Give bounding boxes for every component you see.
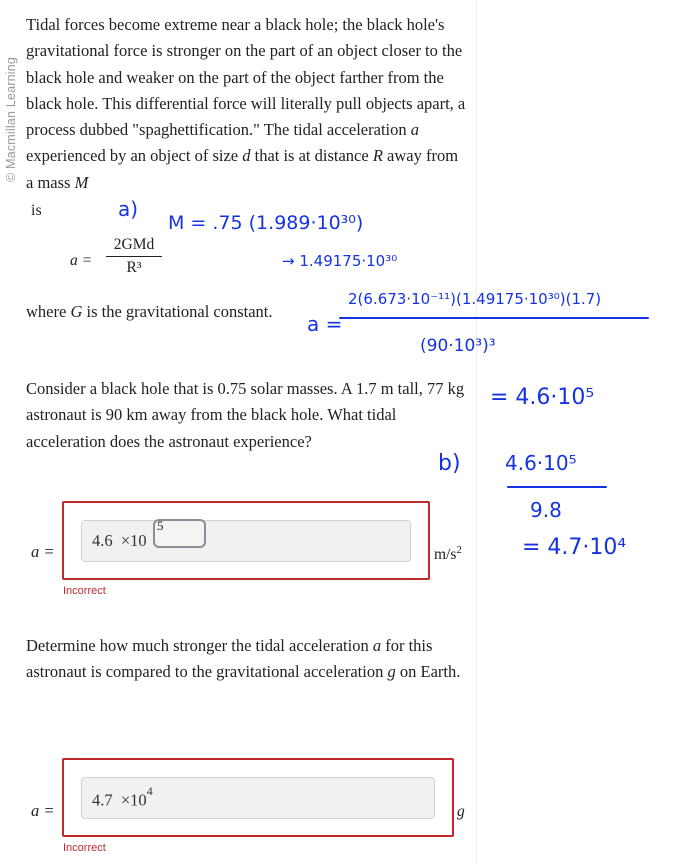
q2-text-2: for this astronaut is compared to the gravitational acceleration — [26, 636, 433, 682]
hw-part-b-label: b) — [438, 451, 461, 476]
answer-1-unit-exp: 2 — [456, 544, 462, 556]
hw-mass-result: → 1.49175·10³⁰ — [282, 252, 398, 270]
var-R: R — [372, 146, 383, 166]
answer-2-exponent: 4 — [146, 784, 153, 798]
var-d: d — [242, 146, 251, 166]
constant-note — [26, 302, 273, 322]
hw-ratio-numerator: 4.6·10⁵ — [505, 451, 577, 475]
q2-var-g: g — [387, 662, 396, 682]
answer-1-value — [92, 531, 147, 551]
hw-tidal-denominator: (90·10³)³ — [420, 336, 496, 356]
intro-text-2: experienced by an object of size — [26, 146, 243, 166]
answer-2-unit: g — [457, 803, 465, 820]
intro-text-4: away from a mass — [26, 146, 459, 192]
intro-is: is — [31, 202, 42, 219]
formula-denominator: R³ — [126, 259, 142, 276]
formula-fraction — [106, 236, 162, 277]
answer-1-unit — [434, 544, 462, 564]
question-2-text — [26, 633, 476, 686]
formula-numerator: 2GMd — [106, 236, 162, 257]
answer-2-input[interactable] — [81, 777, 435, 819]
answer-1-container — [62, 501, 430, 580]
intro-text-1: Tidal forces become extreme near a black hole; the black hole's gravitational force is stronger on the part of an object closer to the black hole and weaker on the part of the object farther from the black hole. This differential force will literally pull objects apart, a process dubbed "spaghettification." The tidal acceleration — [26, 15, 466, 140]
hw-ratio-result: = 4.7·10⁴ — [522, 535, 627, 560]
answer-1-times: ×10 — [120, 531, 147, 550]
answer-1-input[interactable] — [81, 520, 411, 562]
hw-mass-line: M = .75 (1.989·10³⁰) — [168, 212, 364, 234]
var-M: M — [74, 172, 89, 192]
copyright-credit: © Macmillan Learning — [4, 56, 18, 182]
hw-tidal-numerator: 2(6.673·10⁻¹¹)(1.49175·10³⁰)(1.7) — [348, 290, 602, 308]
answer-2-container — [62, 758, 454, 837]
answer-1-mantissa: 4.6 — [92, 531, 113, 550]
answer-2-value — [92, 784, 153, 811]
answer-2-mantissa: 4.7 — [92, 790, 113, 810]
hw-ratio-denominator: 9.8 — [530, 498, 562, 522]
answer-1-label: a = — [31, 542, 55, 561]
intro-paragraph — [26, 12, 466, 196]
answer-2-status: Incorrect — [63, 842, 106, 854]
answer-1-status: Incorrect — [63, 585, 106, 597]
answer-1-exponent: 5 — [157, 518, 164, 533]
question-1-text: Consider a black hole that is 0.75 solar masses. A 1.7 m tall, 77 kg astronaut is 90 km away from the black hole. What tidal acceleration does the astronaut experience? — [26, 379, 465, 451]
hw-part-a-label: a) — [118, 197, 139, 221]
hw-tidal-result: = 4.6·10⁵ — [490, 385, 595, 410]
q2-text-3: on Earth. — [395, 662, 461, 682]
hw-tidal-lhs: a = — [307, 312, 343, 336]
var-a: a — [410, 120, 419, 140]
intro-text-3: that is at distance — [250, 146, 373, 166]
answer-2-times: ×10 — [120, 790, 147, 810]
formula-lhs: a = — [70, 252, 93, 269]
q2-var-a: a — [372, 636, 382, 655]
where-text-2: is the gravitational constant. — [82, 302, 273, 321]
q2-text-1: Determine how much stronger the tidal acceleration — [26, 636, 373, 655]
answer-1-unit-base: m/s — [434, 546, 457, 564]
answer-2-label: a = — [31, 801, 55, 820]
var-G: G — [70, 302, 83, 321]
where-text-1: where — [26, 302, 71, 321]
